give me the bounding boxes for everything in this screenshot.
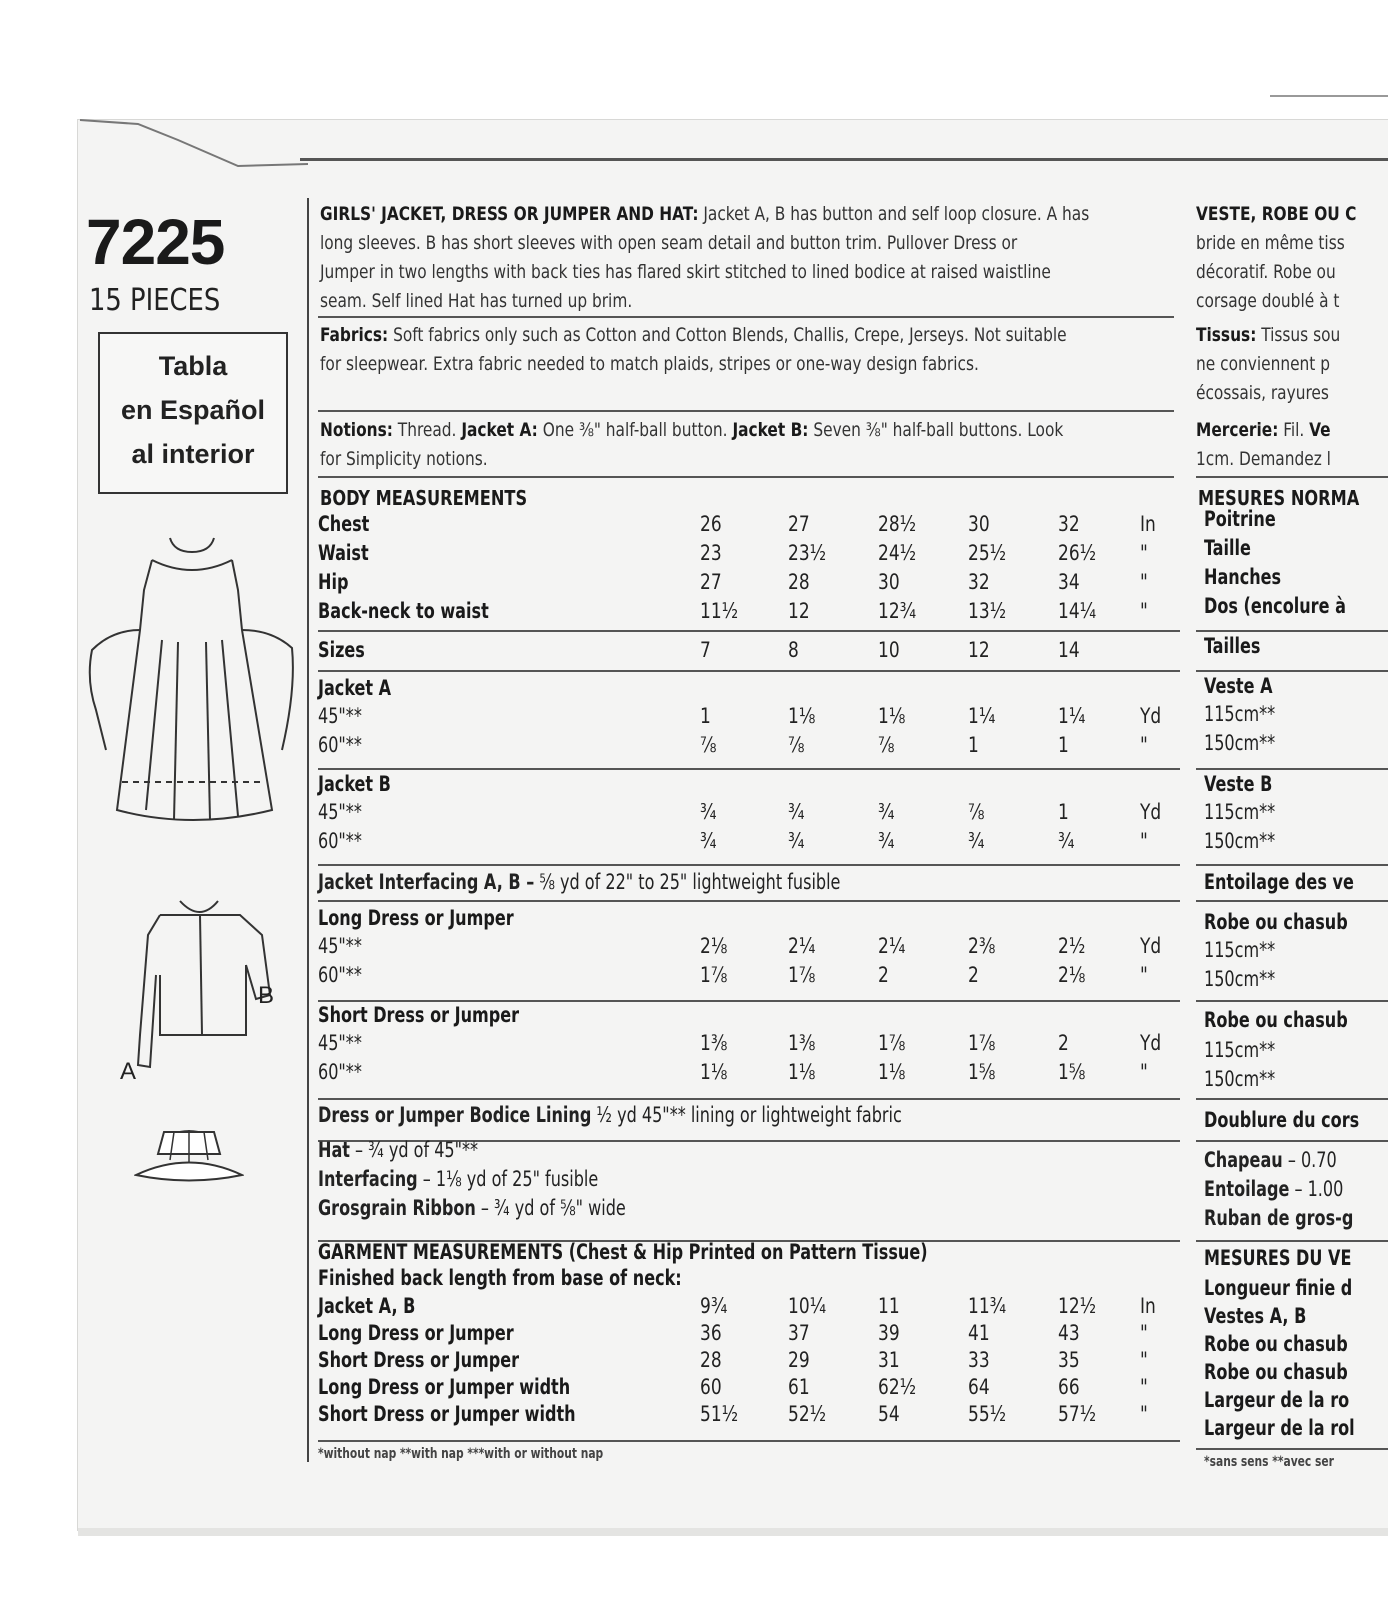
divider [1196, 670, 1388, 672]
unit-cell: " [1140, 541, 1148, 565]
table-cell: 10¼ [788, 1294, 827, 1318]
french-row: 115cm** [1204, 938, 1276, 962]
table-cell: 1⅛ [788, 704, 816, 728]
french-veste-a: Veste A [1204, 674, 1273, 698]
table-cell: 37 [788, 1321, 810, 1345]
unit-cell: In [1140, 1294, 1156, 1318]
dress-illustration [82, 530, 302, 910]
divider [1196, 1240, 1388, 1242]
french-hat-label: Entoilage [1204, 1177, 1290, 1201]
divider [318, 900, 1180, 902]
row-label: 45"** [318, 1031, 362, 1055]
unit-cell: " [1140, 1060, 1148, 1084]
divider [318, 410, 1174, 412]
table-cell: 1⅛ [878, 1060, 906, 1084]
table-cell: ¾ [878, 829, 895, 853]
table-cell: 41 [968, 1321, 990, 1345]
hat-line [318, 1167, 598, 1191]
divider [1196, 864, 1388, 866]
garment-subheading: Finished back length from base of neck: [318, 1266, 682, 1290]
french-mercerie-label: Mercerie: [1196, 419, 1279, 441]
unit-cell: " [1140, 1321, 1148, 1345]
view-label-a: A [120, 1058, 137, 1085]
french-mesures-heading: MESURES NORMA [1198, 486, 1360, 510]
spanish-note-line: en Español [120, 395, 266, 425]
table-cell: 1⅜ [700, 1031, 728, 1055]
french-title [1196, 200, 1356, 229]
french-line: ne conviennent p [1196, 353, 1330, 375]
table-cell: 13½ [968, 599, 1007, 623]
table-cell: 1¼ [1058, 704, 1086, 728]
table-cell: 2 [1058, 1031, 1069, 1055]
divider [318, 1098, 1180, 1100]
column-divider [307, 198, 309, 1462]
table-cell: 2 [968, 963, 979, 987]
table-cell: ¾ [878, 800, 895, 824]
unit-cell: " [1140, 599, 1148, 623]
table-cell: ¾ [1058, 829, 1075, 853]
french-vet-row: Largeur de la rol [1204, 1416, 1355, 1440]
unit-cell: " [1140, 1348, 1148, 1372]
size-cell: 10 [878, 638, 900, 662]
table-cell: 1 [968, 733, 979, 757]
table-cell: ¾ [700, 800, 717, 824]
table-cell: 12¾ [878, 599, 917, 623]
french-hat-label: Ruban de gros-g [1204, 1206, 1354, 1230]
table-cell: 28½ [878, 512, 917, 536]
footnote: *without nap **with nap ***with or without nap [318, 1446, 604, 1462]
french-line: corsage doublé à t [1196, 290, 1340, 312]
table-cell: 12 [788, 599, 810, 623]
french-hat-text: – 0.70 [1282, 1148, 1337, 1172]
hat-line-text: – 1⅛ yd of 25" fusible [417, 1167, 599, 1191]
divider [1196, 1448, 1388, 1450]
table-cell: 1¼ [968, 704, 996, 728]
french-vet-row: Vestes A, B [1204, 1304, 1307, 1328]
french-vet-row: Largeur de la ro [1204, 1388, 1350, 1412]
row-label: Back-neck to waist [318, 599, 489, 623]
unit-cell: Yd [1140, 1031, 1162, 1055]
hat-line-text: – ¾ yd of 45"** [349, 1138, 479, 1162]
french-row: 150cm** [1204, 829, 1276, 853]
divider [1196, 630, 1388, 632]
spanish-note-line: Tabla [158, 351, 228, 381]
row-label: 60"** [318, 733, 362, 757]
unit-cell: In [1140, 512, 1156, 536]
french-tissus [1196, 321, 1340, 350]
jacket-a-label: Jacket A [318, 676, 392, 700]
row-label: Long Dress or Jumper width [318, 1375, 571, 1399]
french-vet-row: Longueur finie d [1204, 1276, 1353, 1300]
table-cell: 31 [878, 1348, 900, 1372]
french-robe-long: Robe ou chasub [1204, 910, 1348, 934]
fabrics-line [320, 321, 1067, 350]
table-cell: ¾ [700, 829, 717, 853]
table-cell: 66 [1058, 1375, 1080, 1399]
table-cell: 2⅜ [968, 934, 996, 958]
table-cell: ⅞ [878, 733, 895, 757]
table-cell: 1⅛ [788, 1060, 816, 1084]
french-row: 150cm** [1204, 731, 1276, 755]
table-cell: 14¼ [1058, 599, 1097, 623]
notions-text: One ⅜" half-ball button. [537, 419, 733, 441]
french-mesures-row: Taille [1204, 536, 1251, 560]
table-cell: 9¾ [700, 1294, 728, 1318]
row-label: Waist [318, 541, 369, 565]
table-cell: 1⅛ [878, 704, 906, 728]
unit-cell: " [1140, 733, 1148, 757]
french-hat-line [1204, 1177, 1343, 1201]
french-mesures-row: Poitrine [1204, 507, 1276, 531]
divider [318, 476, 1174, 478]
table-cell: 34 [1058, 570, 1080, 594]
row-label: Long Dress or Jumper [318, 1321, 514, 1345]
table-cell: 1⅛ [700, 1060, 728, 1084]
french-footnote: *sans sens **avec ser [1204, 1454, 1334, 1470]
table-cell: 2¼ [788, 934, 816, 958]
table-cell: 26 [700, 512, 722, 536]
row-label: Jacket A, B [318, 1294, 416, 1318]
unit-cell: " [1140, 1402, 1148, 1426]
spanish-note-line: al interior [131, 439, 255, 469]
table-cell: 1⅞ [968, 1031, 996, 1055]
table-cell: 30 [878, 570, 900, 594]
french-veste-b: Veste B [1204, 772, 1273, 796]
french-line: décoratif. Robe ou [1196, 261, 1336, 283]
table-cell: 11 [878, 1294, 900, 1318]
long-dress-label: Long Dress or Jumper [318, 906, 514, 930]
french-line: 1cm. Demandez l [1196, 448, 1331, 470]
french-robe-short: Robe ou chasub [1204, 1008, 1348, 1032]
piece-count: 15 PIECES [89, 283, 221, 318]
unit-cell: Yd [1140, 704, 1162, 728]
divider [318, 864, 1180, 866]
divider [318, 630, 1180, 632]
french-hat-line [1204, 1148, 1337, 1172]
row-label: Short Dress or Jumper [318, 1348, 520, 1372]
french-hat-label: Chapeau [1204, 1148, 1283, 1172]
french-tissus-text: Tissus sou [1256, 324, 1341, 346]
divider [1196, 900, 1388, 902]
description-text: Jacket A, B has button and self loop closure. A has [698, 203, 1090, 225]
table-cell: 28 [700, 1348, 722, 1372]
size-cell: 8 [788, 638, 799, 662]
french-entoilage: Entoilage des ve [1204, 870, 1354, 894]
fabrics-line: for sleepwear. Extra fabric needed to match plaids, stripes or one-way design fabrics. [320, 353, 979, 375]
notions-jacket-a-label: Jacket A: [461, 419, 538, 441]
flap-fold-line [78, 118, 308, 168]
short-dress-label: Short Dress or Jumper [318, 1003, 520, 1027]
table-cell: 1⅞ [878, 1031, 906, 1055]
view-label-b: B [258, 982, 275, 1009]
french-tissus-label: Tissus: [1196, 324, 1257, 346]
table-cell: ⅞ [968, 800, 985, 824]
divider [318, 316, 1174, 318]
description-title: GIRLS' JACKET, DRESS OR JUMPER AND HAT: [320, 203, 699, 225]
body-measurements-heading: BODY MEASUREMENTS [320, 486, 528, 510]
hat-illustration [134, 1120, 244, 1200]
divider [318, 1440, 1180, 1442]
pattern-number: 7225 [86, 206, 225, 278]
french-row: 115cm** [1204, 1038, 1276, 1062]
table-cell: 35 [1058, 1348, 1080, 1372]
divider [318, 768, 1180, 770]
unit-cell: " [1140, 1375, 1148, 1399]
torn-edge-right [1270, 95, 1388, 97]
row-label: Short Dress or Jumper width [318, 1402, 576, 1426]
french-mercerie-text: Fil. [1278, 419, 1310, 441]
table-cell: ¾ [788, 800, 805, 824]
table-cell: 32 [1058, 512, 1080, 536]
table-cell: 1 [700, 704, 711, 728]
description-line [320, 200, 1089, 229]
table-cell: 28 [788, 570, 810, 594]
size-cell: 12 [968, 638, 990, 662]
row-label: Chest [318, 512, 370, 536]
table-cell: 11½ [700, 599, 739, 623]
table-cell: 2 [878, 963, 889, 987]
notions-text: Seven ⅜" half-ball buttons. Look [808, 419, 1064, 441]
jacket-interfacing-label: Jacket Interfacing A, B – [318, 870, 535, 894]
row-label: 60"** [318, 829, 362, 853]
table-cell: 1⅝ [968, 1060, 996, 1084]
row-label: 45"** [318, 704, 362, 728]
hat-line-label: Interfacing [318, 1167, 418, 1191]
table-cell: 1⅜ [788, 1031, 816, 1055]
divider [318, 1000, 1180, 1002]
table-cell: 1 [1058, 733, 1069, 757]
table-cell: ⅞ [788, 733, 805, 757]
table-cell: 57½ [1058, 1402, 1097, 1426]
table-cell: 12½ [1058, 1294, 1097, 1318]
row-label: 60"** [318, 963, 362, 987]
table-cell: ¾ [968, 829, 985, 853]
table-cell: 26½ [1058, 541, 1097, 565]
fabrics-label: Fabrics: [320, 324, 389, 346]
table-cell: 30 [968, 512, 990, 536]
french-mesures-row: Dos (encolure à [1204, 594, 1346, 618]
french-line: bride en même tiss [1196, 232, 1345, 254]
divider [318, 670, 1180, 672]
bodice-lining-label: Dress or Jumper Bodice Lining [318, 1103, 592, 1127]
hat-line-label: Grosgrain Ribbon [318, 1196, 476, 1220]
table-cell: ¾ [788, 829, 805, 853]
table-cell: 23 [700, 541, 722, 565]
notions-jacket-b-label: Jacket B: [732, 419, 809, 441]
torn-edge [300, 158, 1388, 161]
table-cell: 25½ [968, 541, 1007, 565]
divider [1196, 768, 1388, 770]
table-cell: 24½ [878, 541, 917, 565]
table-cell: 2⅛ [700, 934, 728, 958]
table-cell: 29 [788, 1348, 810, 1372]
table-cell: 27 [700, 570, 722, 594]
french-row: 115cm** [1204, 800, 1276, 824]
jacket-interfacing [318, 870, 840, 894]
table-cell: 23½ [788, 541, 827, 565]
french-row: 150cm** [1204, 1067, 1276, 1091]
unit-cell: Yd [1140, 934, 1162, 958]
bodice-lining [318, 1103, 902, 1127]
row-label: 45"** [318, 800, 362, 824]
divider [1196, 1140, 1388, 1142]
hat-line-label: Hat [318, 1138, 350, 1162]
table-cell: 43 [1058, 1321, 1080, 1345]
jacket-interfacing-text: ⅝ yd of 22" to 25" lightweight fusible [534, 870, 841, 894]
french-doublure: Doublure du cors [1204, 1108, 1360, 1132]
table-cell: 2¼ [878, 934, 906, 958]
description-line: Jumper in two lengths with back ties has flared skirt stitched to lined bodice at raised waistline [320, 261, 1051, 283]
french-row: 150cm** [1204, 967, 1276, 991]
row-label: 60"** [318, 1060, 362, 1084]
table-cell: 61 [788, 1375, 810, 1399]
french-row: 115cm** [1204, 702, 1276, 726]
size-cell: 7 [700, 638, 711, 662]
row-label: 45"** [318, 934, 362, 958]
spanish-note-box [98, 332, 288, 494]
divider [1196, 1098, 1388, 1100]
table-cell: 1⅞ [700, 963, 728, 987]
divider [1196, 1000, 1388, 1002]
table-cell: 1⅞ [788, 963, 816, 987]
size-cell: 14 [1058, 638, 1080, 662]
unit-cell: " [1140, 829, 1148, 853]
fabrics-text: Soft fabrics only such as Cotton and Cotton Blends, Challis, Crepe, Jerseys. Not suitable [388, 324, 1067, 346]
french-hat-line [1204, 1206, 1353, 1230]
garment-heading: GARMENT MEASUREMENTS (Chest & Hip Printed on Pattern Tissue) [318, 1240, 928, 1264]
hat-line [318, 1196, 626, 1220]
table-cell: ⅞ [700, 733, 717, 757]
table-cell: 1⅝ [1058, 1060, 1086, 1084]
table-cell: 2½ [1058, 934, 1086, 958]
french-vet-row: Robe ou chasub [1204, 1360, 1348, 1384]
table-cell: 39 [878, 1321, 900, 1345]
table-cell: 11¾ [968, 1294, 1007, 1318]
unit-cell: " [1140, 963, 1148, 987]
jacket-b-label: Jacket B [318, 772, 391, 796]
unit-cell: " [1140, 570, 1148, 594]
table-cell: 54 [878, 1402, 900, 1426]
french-mercerie-bold: Ve [1309, 419, 1331, 441]
table-cell: 60 [700, 1375, 722, 1399]
french-line: écossais, rayures [1196, 382, 1329, 404]
table-cell: 1 [1058, 800, 1069, 824]
description-line: long sleeves. B has short sleeves with open seam detail and button trim. Pullover Dress or [320, 232, 1018, 254]
table-cell: 52½ [788, 1402, 827, 1426]
table-cell: 2⅛ [1058, 963, 1086, 987]
hat-line [318, 1138, 478, 1162]
notions-line [320, 416, 1063, 445]
unit-cell: Yd [1140, 800, 1162, 824]
table-cell: 51½ [700, 1402, 739, 1426]
notions-label: Notions: [320, 419, 393, 441]
table-cell: 62½ [878, 1375, 917, 1399]
french-mercerie [1196, 416, 1331, 445]
table-cell: 55½ [968, 1402, 1007, 1426]
french-mesures-vet: MESURES DU VE [1204, 1246, 1352, 1270]
notions-text: Thread. [392, 419, 462, 441]
french-mesures-row: Hanches [1204, 565, 1282, 589]
french-hat-text: – 1.00 [1289, 1177, 1344, 1201]
french-vet-row: Robe ou chasub [1204, 1332, 1348, 1356]
row-label: Hip [318, 570, 349, 594]
envelope-bottom-edge [78, 1528, 1388, 1536]
french-title-bold: VESTE, ROBE OU C [1196, 203, 1357, 225]
sizes-label: Sizes [318, 638, 365, 662]
table-cell: 32 [968, 570, 990, 594]
table-cell: 64 [968, 1375, 990, 1399]
table-cell: 36 [700, 1321, 722, 1345]
notions-line: for Simplicity notions. [320, 448, 488, 470]
hat-line-text: – ¾ yd of ⅝" wide [475, 1196, 626, 1220]
table-cell: 27 [788, 512, 810, 536]
table-cell: 33 [968, 1348, 990, 1372]
divider [1196, 476, 1388, 478]
bodice-lining-text: ½ yd 45"** lining or lightweight fabric [591, 1103, 902, 1127]
french-tailles: Tailles [1204, 634, 1261, 658]
description-line: seam. Self lined Hat has turned up brim. [320, 290, 633, 312]
